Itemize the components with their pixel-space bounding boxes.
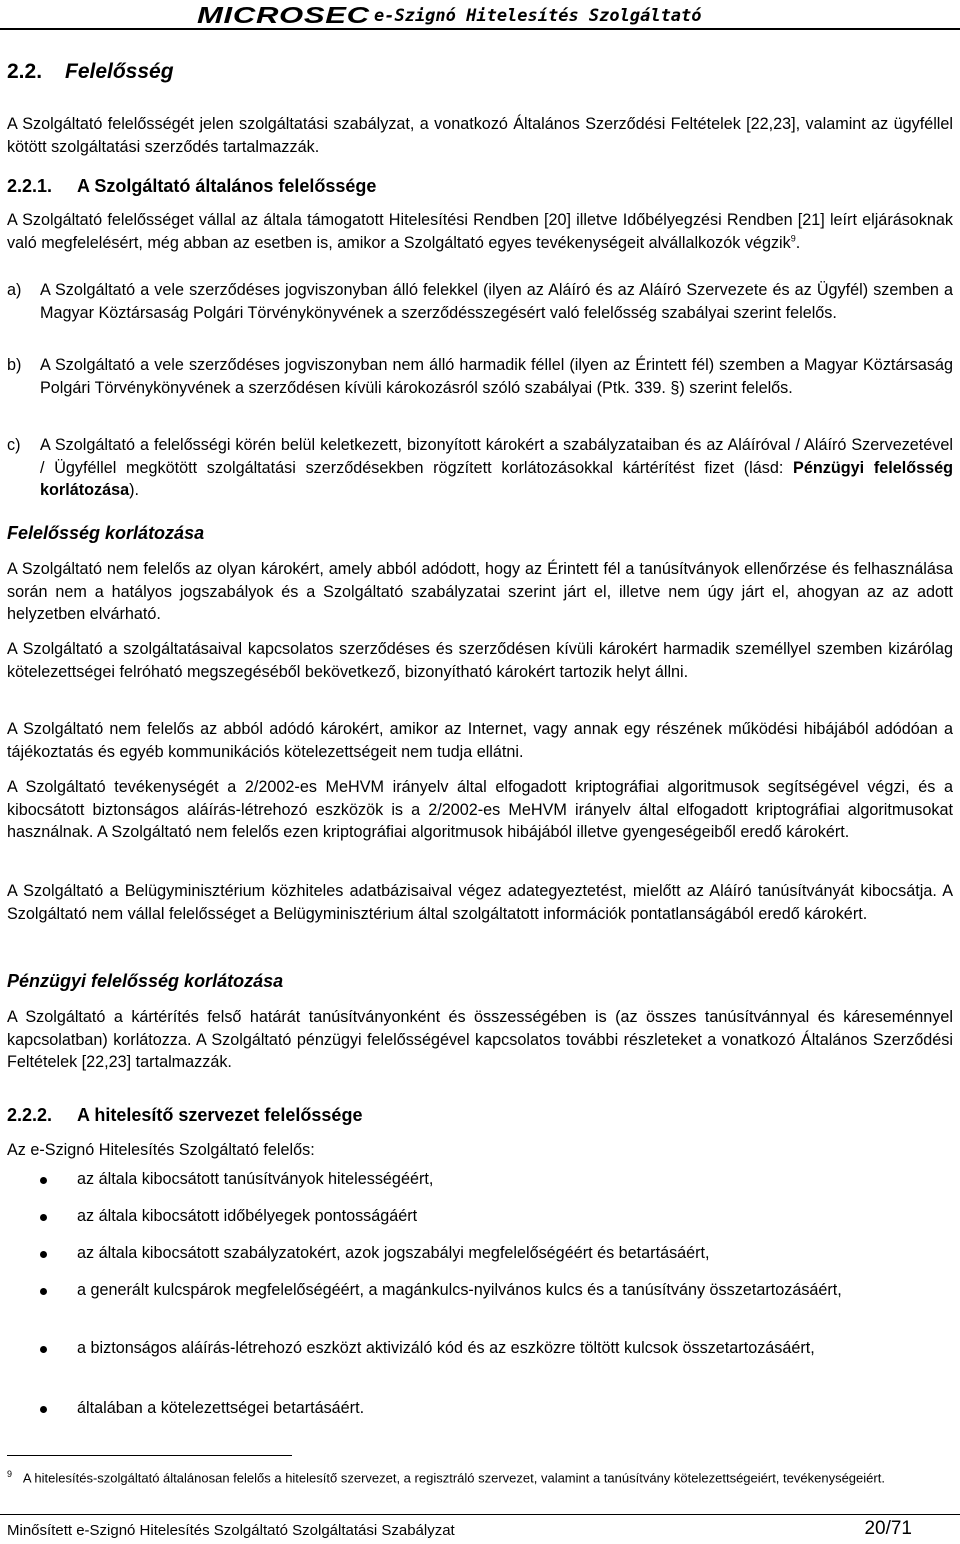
limit-para-4: A Szolgáltató tevékenységét a 2/2002-es MeHVM irányelv által elfogadott kriptográfiai algoritmusok segítségével végzi, és a kibocsátott biztonságos aláírás-létrehozó eszközök is a 2/2002-es MeHVM irányelv által elfogadott kriptográfiai algoritmusokat használnak. A Szolgáltató nem felelős ezen kriptográfiai algoritmusok hibájából illetve gyengeségeiből eredő károkért. <box>7 778 953 841</box>
subsection-1-heading <box>7 176 376 197</box>
footnote-divider <box>7 1455 292 1456</box>
bullet-item <box>40 1337 953 1360</box>
financial-limit-link[interactable]: Pénzügyi felelősség korlátozása <box>40 458 953 499</box>
financial-para: A Szolgáltató a kártérítés felső határát tanúsítványonként és összességében is (az összes tanúsítvánnyal és káreseménnyel kapcsolatban) korlátozza. A Szolgáltató pénzügyi felelősségével kapcsolatos további részleteket a vonatkozó Általános Szerződési Feltételek [22,23] tartalmazzák. <box>7 1008 953 1071</box>
subsection-1-para-text: A Szolgáltató felelősséget vállal az általa támogatott Hitelesítési Rendben [20] illetve Időbélyegzési Rendben [21] leírt eljárásoknak való megfelelésért, még abban az esetben is, amikor a Szolgáltató egyes tevékenységeit alvállalkozók végzik <box>7 211 953 252</box>
bullet-icon <box>40 1346 47 1353</box>
bullet-item <box>40 1168 953 1191</box>
list-item-text-part: ). <box>129 481 139 499</box>
limit-para-3: A Szolgáltató nem felelős az abból adódó károkért, amikor az Internet, vagy annak egy részének működési hibájából adódóan a tájékoztatás és egyéb kommunikációs kötelezettségeit nem tudja ellátni. <box>7 720 953 761</box>
section-number: 2.2. <box>7 60 43 83</box>
section-heading <box>7 60 174 84</box>
footer-divider <box>0 1514 960 1515</box>
subsection-1-para <box>7 209 953 254</box>
footnote <box>7 1464 953 1488</box>
bullet-icon <box>40 1406 47 1413</box>
bullet-icon <box>40 1288 47 1295</box>
footer-title: Minősített e-Szignó Hitelesítés Szolgáltató Szolgáltatási Szabályzat <box>7 1522 455 1539</box>
footnote-ref[interactable]: 9 <box>790 233 796 244</box>
bullet-item <box>40 1242 953 1265</box>
list-item-text <box>40 434 953 502</box>
limit-para-2: A Szolgáltató a szolgáltatásaival kapcsolatos szerződéses és szerződésen kívüli károkért harmadik személlyel szemben kizárólag kötelezettségei felróható megszegéséből bekövetkező, bizonyítható károkért tartozik helyt állni. <box>7 640 953 681</box>
subsection-2-intro: Az e-Szignó Hitelesítés Szolgáltató felelős: <box>7 1141 315 1159</box>
bullet-item <box>40 1279 953 1302</box>
bullet-text: általában a kötelezettségei betartásáért. <box>77 1399 365 1417</box>
limit-para-5: A Szolgáltató a Belügyminisztérium közhiteles adatbázisaival végez adategyeztetést, mielőtt az Aláíró tanúsítványát kibocsátja. A Szolgáltató nem vállal felelősséget a Belügyminisztérium által szolgáltatott információk pontatlanságából eredő károkért. <box>7 882 953 923</box>
page-number: 20/71 <box>864 1518 912 1539</box>
bullet-item <box>40 1205 953 1228</box>
header-subtitle: e-Szignó Hitelesítés Szolgáltató <box>374 6 702 26</box>
bullet-icon <box>40 1251 47 1258</box>
header-divider <box>0 28 960 30</box>
bullet-text: az általa kibocsátott tanúsítványok hitelességéért, <box>77 1170 434 1188</box>
bullet-item <box>40 1397 953 1420</box>
bullet-icon <box>40 1177 47 1184</box>
subsection-1-title: A Szolgáltató általános felelőssége <box>77 176 377 196</box>
bullet-text: a generált kulcspárok megfelelőségéért, a magánkulcs-nyilvános kulcs és a tanúsítvány összetartozásáért, <box>77 1281 842 1299</box>
footnote-text: A hitelesítés-szolgáltató általánosan felelős a hitelesítő szervezet, a regisztráló szervezet, valamint a tanúsítvány kötelezettségeiért, tevékenységeiért. <box>22 1470 885 1486</box>
section-intro: A Szolgáltató felelősségét jelen szolgáltatási szabályzat, a vonatkozó Általános Szerződési Feltételek [22,23], valamint az ügyféllel kötött szolgáltatási szerződés tartalmazzák. <box>7 115 953 156</box>
bullet-icon <box>40 1214 47 1221</box>
list-item-a <box>7 279 953 324</box>
subsection-2-heading <box>7 1105 362 1126</box>
subsection-1-para-period: . <box>795 233 801 252</box>
microsec-logo: MICROSEC <box>197 2 370 28</box>
page-header <box>0 2 960 28</box>
list-item-b <box>7 354 953 399</box>
bullet-text: a biztonságos aláírás-létrehozó eszközt aktivizáló kód és az eszközre töltött kulcsok összetartozásáért, <box>77 1339 815 1357</box>
list-item-label: a) <box>7 281 22 299</box>
subsection-2-title: A hitelesítő szervezet felelőssége <box>77 1105 363 1125</box>
list-item-c <box>7 434 953 502</box>
bullet-text: az általa kibocsátott időbélyegek pontosságáért <box>77 1207 418 1225</box>
list-item-text: A Szolgáltató a vele szerződéses jogviszonyban álló felekkel (ilyen az Aláíró és az Aláíró Szervezete és az Ügyfél) szemben a Magyar Köztársaság Polgári Törvénykönyvének a szerződésszegésért való felelősség szabályai szerint felelős. <box>40 281 953 322</box>
bullet-text: az általa kibocsátott szabályzatokért, azok jogszabályi megfelelőségéért és betartásáért, <box>77 1244 710 1262</box>
subsection-2-number: 2.2.2. <box>7 1105 53 1125</box>
list-item-label: c) <box>7 436 21 454</box>
financial-heading: Pénzügyi felelősség korlátozása <box>7 971 284 991</box>
limit-heading: Felelősség korlátozása <box>7 523 205 543</box>
section-title: Felelősség <box>65 60 174 83</box>
list-item-label: b) <box>7 356 22 374</box>
limit-para-1: A Szolgáltató nem felelős az olyan károkért, amely abból adódott, hogy az Érintett fél a tanúsítványok ellenőrzése és felhasználása során nem a hatályos jogszabályok és a Szolgáltató szabályzatai szerint járt el, illetve nem úgy járt el, ahogyan az az adott helyzetben elvárható. <box>7 560 953 623</box>
list-item-text-part: A Szolgáltató a felelősségi körén belül keletkezett, bizonyított károkért a szabályzataiban és az Aláíróval / Aláíró Szervezetével / Ügyféllel megkötött szolgáltatási szerződésekben rögzített korlátozásokkal kártérítést fizet (lásd: <box>40 436 953 477</box>
subsection-1-number: 2.2.1. <box>7 176 53 196</box>
list-item-text: A Szolgáltató a vele szerződéses jogviszonyban nem álló harmadik féllel (ilyen az Érintett fél) szemben a Magyar Köztársaság Polgári Törvénykönyvének a szerződésen kívüli károkozásról szóló szabályai (Ptk. 339. §) szerint felelős. <box>40 356 953 397</box>
footnote-number: 9 <box>7 1469 13 1479</box>
